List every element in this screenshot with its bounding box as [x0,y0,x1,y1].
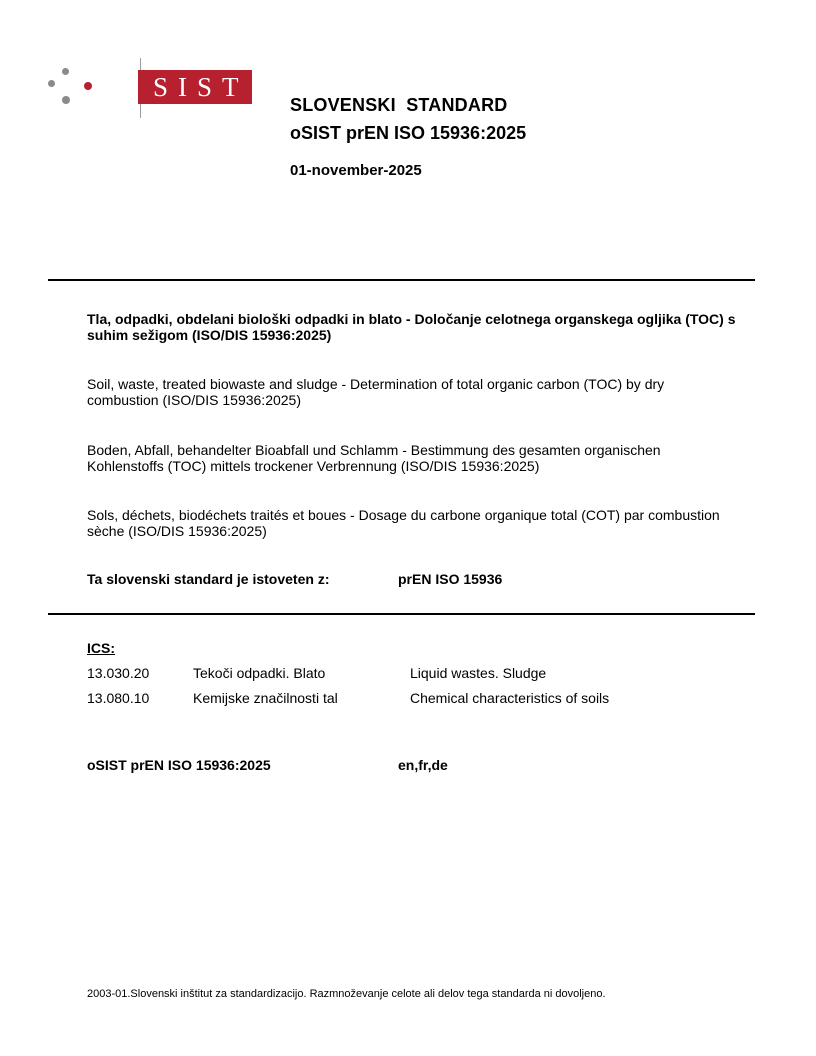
standard-date: 01-november-2025 [290,162,422,179]
standard-code: oSIST prEN ISO 15936:2025 [290,123,527,143]
reference-code: oSIST prEN ISO 15936:2025 [87,757,271,773]
ics-english: Liquid wastes. Sludge [410,665,547,681]
title-french: Sols, déchets, biodéchets traités et boues - Dosage du carbone organique total (COT) par combustion sèche (ISO/DIS 15936:2025) [87,507,720,539]
ics-code: 13.030.20 [87,665,150,681]
bottom-divider [48,613,755,615]
logo-dot [62,96,70,104]
identical-label: Ta slovenski standard je istoveten z: [87,571,330,587]
top-divider [48,279,755,281]
logo-dot-red [84,82,92,90]
logo-wordmark: SIST [138,70,252,104]
standard-label: SLOVENSKI STANDARD [290,95,508,115]
copyright-footer: 2003-01.Slovenski inštitut za standardizacijo. Razmnoževanje celote ali delov tega standarda ni dovoljeno. [87,988,606,1000]
logo-dot [62,68,69,75]
ics-slovenian: Tekoči odpadki. Blato [193,665,326,681]
title-english: Soil, waste, treated biowaste and sludge - Determination of total organic carbon (TOC) by dry combustion (ISO/DIS 15936:2025) [87,376,665,408]
ics-slovenian: Kemijske značilnosti tal [193,690,338,706]
logo-dot [48,80,55,87]
sist-logo [48,58,249,120]
ics-english: Chemical characteristics of soils [410,690,610,706]
reference-languages: en,fr,de [398,757,448,773]
identical-value: prEN ISO 15936 [398,571,503,587]
title-german: Boden, Abfall, behandelter Bioabfall und Schlamm - Bestimmung des gesamten organischen Kohlenstoffs (TOC) mittels trockener Verbrennung (ISO/DIS 15936:2025) [87,442,661,474]
ics-heading: ICS: [87,640,115,656]
ics-code: 13.080.10 [87,690,150,706]
title-slovenian: Tla, odpadki, obdelani biološki odpadki in blato - Določanje celotnega organskega ogljika (TOC) s suhim sežigom (ISO/DIS 15936:2025) [87,311,736,343]
